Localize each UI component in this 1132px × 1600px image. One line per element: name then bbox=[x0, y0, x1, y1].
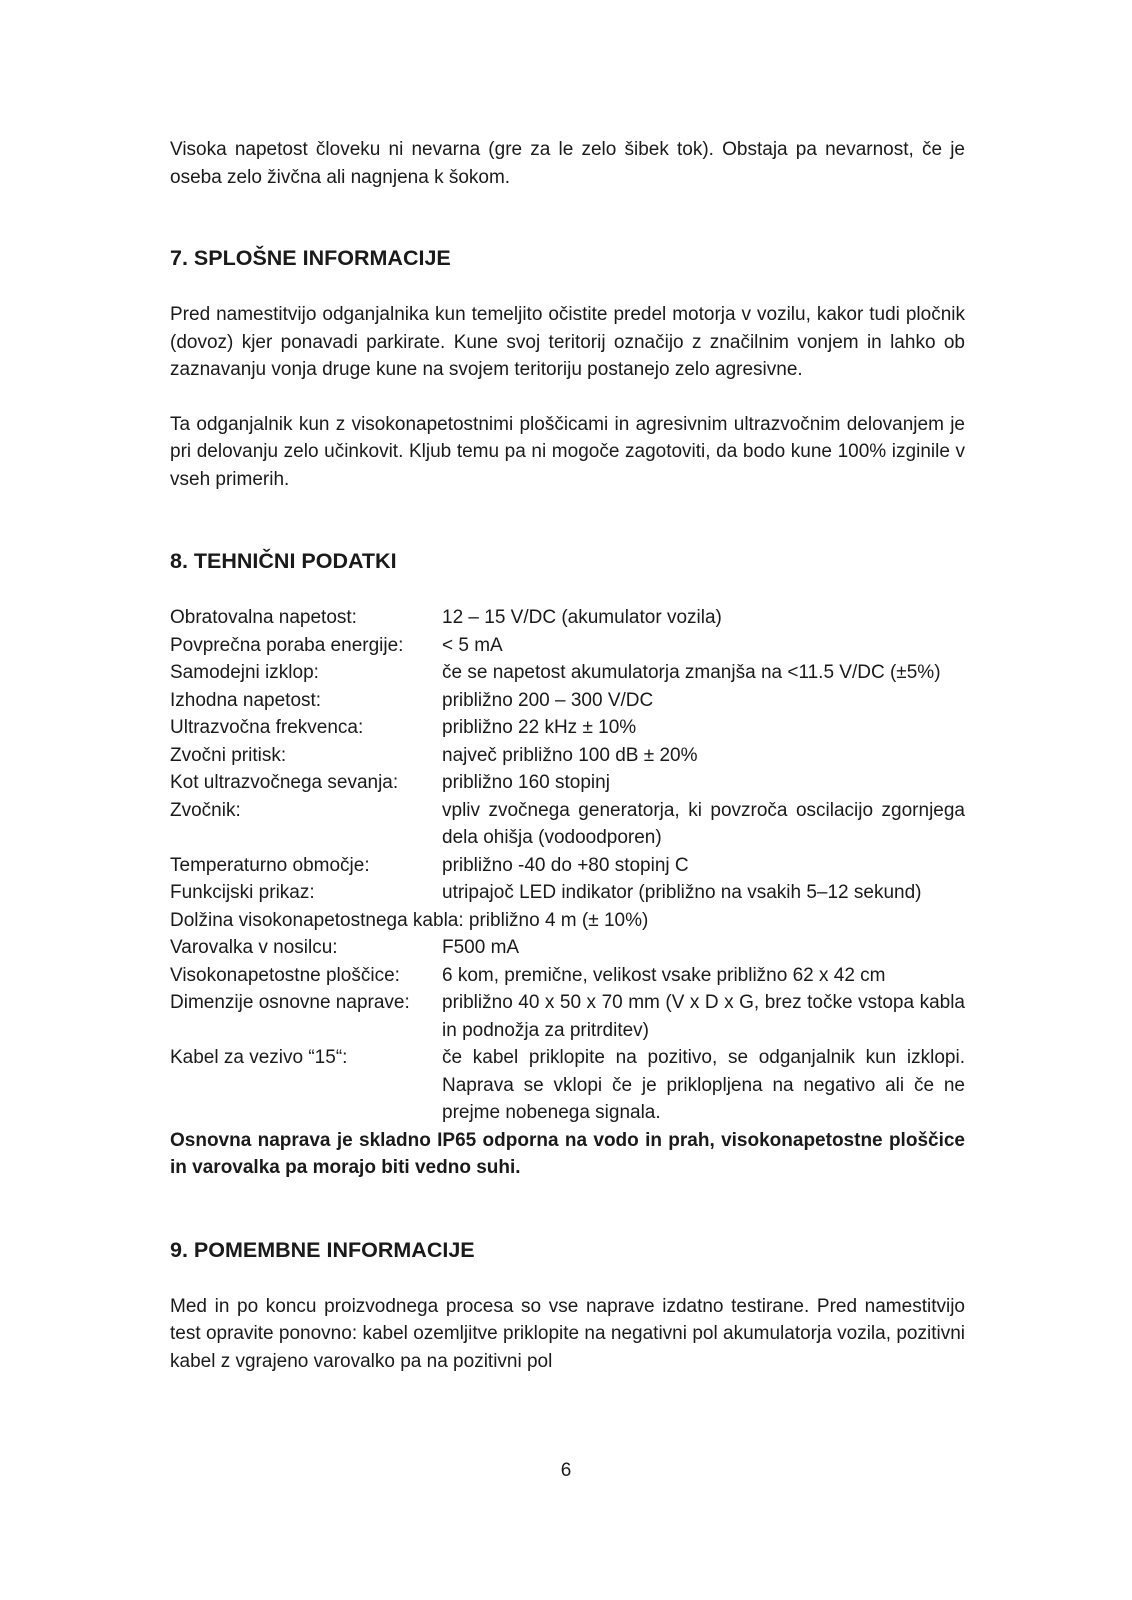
spec-value: 12 – 15 V/DC (akumulator vozila) bbox=[442, 607, 722, 628]
spec-row bbox=[170, 879, 965, 907]
spec-row bbox=[170, 632, 965, 660]
spec-label: Dimenzije osnovne naprave: bbox=[170, 992, 410, 1013]
spec-label: Zvočni pritisk: bbox=[170, 744, 287, 766]
page-number: 6 bbox=[560, 1460, 572, 1481]
spec-value: vpliv zvočnega generatorja, ki povzroča oscilacijo zgornjega dela ohišja (vodoodporen) bbox=[442, 799, 965, 848]
spec-value: < 5 mA bbox=[442, 634, 503, 656]
spec-value: 6 kom, premične, velikost vsake približno 62 x 42 cm bbox=[442, 964, 886, 986]
spec-row bbox=[170, 962, 965, 990]
spec-value: približno 22 kHz ± 10% bbox=[442, 717, 637, 738]
spec-row bbox=[170, 714, 965, 742]
spec-label: Temperaturno območje: bbox=[170, 854, 370, 876]
spec-label: Kot ultrazvočnega sevanja: bbox=[170, 772, 399, 793]
spec-value: če kabel priklopite na pozitivo, se odganjalnik kun izklopi. Naprava se vklopi če je priklopljena na negativo ali če ne prejme nobenega signala. bbox=[442, 1047, 965, 1123]
section-7-paragraph-2: Ta odganjalnik kun z visokonapetostnimi ploščicami in agresivnim ultrazvočnim delovanjem je pri delovanju zelo učinkovit. Kljub temu pa ni mogoče zagotoviti, da bodo kune 100% izginile v vseh primerih. bbox=[170, 413, 965, 490]
spec-label: Povprečna poraba energije: bbox=[170, 634, 404, 656]
section-9-heading: 9. POMEMBNE INFORMACIJE bbox=[170, 1237, 475, 1262]
spec-label: Zvočnik: bbox=[170, 799, 241, 821]
spec-row bbox=[170, 687, 965, 715]
section-9-paragraph-1: Med in po koncu proizvodnega procesa so vse naprave izdatno testirane. Pred namestitvijo test opravite ponovno: kabel ozemljitve priklopite na negativni pol akumulatorja vozila, pozitivni kabel z vgrajeno varovalko pa na pozitivni pol bbox=[170, 1295, 965, 1372]
intro-paragraph: Visoka napetost človeku ni nevarna (gre za le zelo šibek tok). Obstaja pa nevarnost, če je oseba zelo živčna ali nagnjena k šokom. bbox=[170, 139, 965, 188]
document-page bbox=[170, 136, 965, 1375]
spec-row bbox=[170, 907, 965, 935]
spec-value: približno 200 – 300 V/DC bbox=[442, 689, 654, 711]
spec-label: Kabel za vezivo “15“: bbox=[170, 1047, 348, 1068]
section-7-paragraph-1: Pred namestitvijo odganjalnika kun temeljito očistite predel motorja v vozilu, kakor tudi pločnik (dovoz) kjer ponavadi parkirate. Kune svoj teritorij označijo z značilnim vonjem in lahko ob zaznavanju vonja druge kune na svojem teritoriju postanejo zelo agresivne. bbox=[170, 304, 965, 380]
spec-row bbox=[170, 989, 965, 1044]
spec-value: približno 160 stopinj bbox=[442, 772, 610, 793]
spec-value: če se napetost akumulatorja zmanjša na <11.5 V/DC (±5%) bbox=[442, 662, 941, 683]
spec-row bbox=[170, 659, 965, 687]
spec-row bbox=[170, 934, 965, 962]
spec-label: Ultrazvočna frekvenca: bbox=[170, 717, 364, 738]
spec-full-row-text: Dolžina visokonapetostnega kabla: približno 4 m (± 10%) bbox=[170, 909, 649, 931]
spec-row bbox=[170, 742, 965, 770]
spec-row bbox=[170, 852, 965, 880]
spec-row bbox=[170, 797, 965, 852]
spec-value: največ približno 100 dB ± 20% bbox=[442, 744, 698, 766]
spec-value: utripajoč LED indikator (približno na vsakih 5–12 sekund) bbox=[442, 882, 922, 903]
ip65-note: Osnovna naprava je skladno IP65 odporna na vodo in prah, visokonapetostne ploščice in varovalka pa morajo biti vedno suhi. bbox=[170, 1129, 965, 1178]
spec-label: Varovalka v nosilcu: bbox=[170, 937, 338, 958]
spec-label: Funkcijski prikaz: bbox=[170, 882, 315, 903]
section-8-heading: 8. TEHNIČNI PODATKI bbox=[170, 549, 397, 573]
spec-label: Samodejni izklop: bbox=[170, 662, 319, 683]
spec-label: Izhodna napetost: bbox=[170, 689, 322, 711]
spec-value: približno -40 do +80 stopinj C bbox=[442, 854, 689, 876]
spec-row bbox=[170, 769, 965, 797]
section-7-heading: 7. SPLOŠNE INFORMACIJE bbox=[170, 246, 451, 270]
spec-label: Visokonapetostne ploščice: bbox=[170, 964, 400, 986]
technical-data-table bbox=[170, 604, 965, 1127]
spec-row bbox=[170, 1044, 965, 1127]
spec-row bbox=[170, 604, 965, 632]
spec-value: približno 40 x 50 x 70 mm (V x D x G, brez točke vstopa kabla in podnožja za pritrditev) bbox=[442, 992, 965, 1041]
spec-value: F500 mA bbox=[442, 937, 520, 958]
spec-label: Obratovalna napetost: bbox=[170, 607, 357, 628]
